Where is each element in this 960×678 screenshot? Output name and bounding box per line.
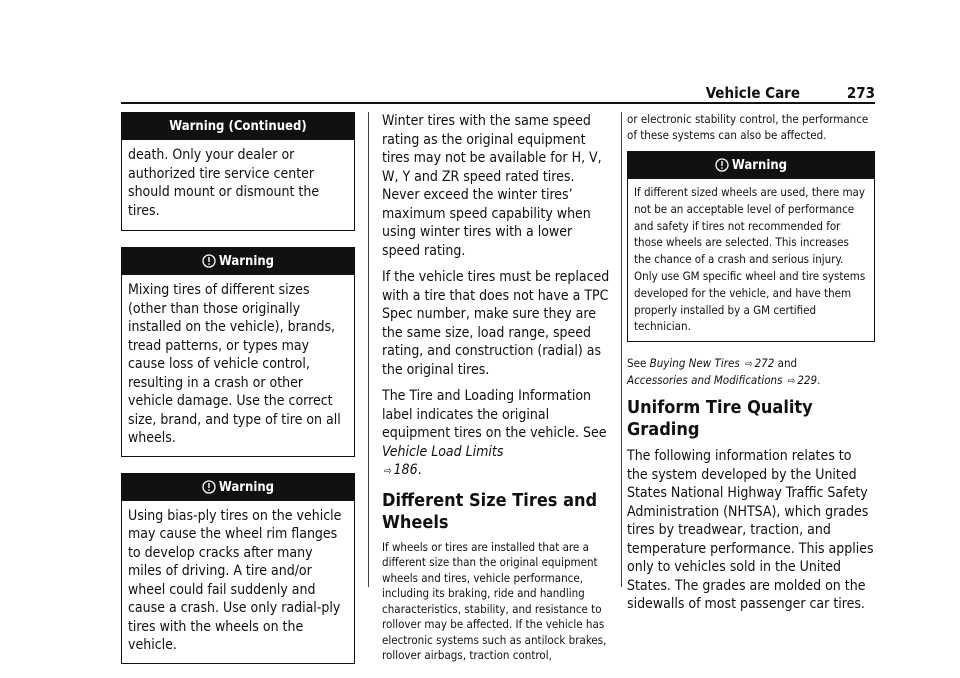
paragraph: The following information relates to the system developed by the United States National Highway Traffic Safety Administration (NHTSA), which grades tires by treadwear, traction, and temperature performance. This applies only to vehicles sold in the United States. The grades are molded on the sidewalls of most passenger car tires.: [627, 448, 874, 613]
column-1: [121, 112, 355, 678]
section-heading: Uniform Tire Quality Grading: [627, 397, 813, 441]
header-rule: [121, 102, 875, 104]
cross-reference-link[interactable]: Buying New Tires: [649, 356, 740, 371]
warning-title: Warning (Continued): [122, 113, 354, 140]
page-reference[interactable]: 186: [393, 462, 418, 478]
column-3: [627, 112, 875, 622]
warning-body: Using bias-ply tires on the vehicle may cause the wheel rim flanges to develop cracks after many miles of driving. A tire and/or wheel could fail suddenly and cause a crash. Use only radial-ply tires with the wheels on the vehicle.: [128, 507, 342, 653]
warning-body: death. Only your dealer or authorized tire service center should mount or dismount the tires.: [128, 147, 320, 219]
warning-box-mixing-tires: [121, 247, 355, 457]
warning-title: Warning: [731, 158, 788, 173]
warning-body: Mixing tires of different sizes (other than those originally installed on the vehicle), brands, tread patterns, or types may cause loss of vehicle control, resulting in a crash or other vehicle damage. Use the correct size, brand, and type of tire on all wheels.: [128, 282, 341, 446]
paragraph: If wheels or tires are installed that are a different size than the original equipment wheels and tires, vehicle performance, including its braking, ride and handling characteristics, stability, and resistance to rollover may be affected. If the vehicle has electronic systems such as antilock brakes, rollover airbags, traction control,: [382, 539, 607, 662]
page-ref-arrow-icon: ⇨: [384, 466, 392, 477]
page-header: [0, 84, 875, 104]
warning-icon: [715, 158, 729, 172]
warning-header: [122, 248, 354, 275]
warning-icon: [202, 254, 216, 268]
page-ref-arrow-icon: ⇨: [787, 375, 796, 387]
see-label: See: [627, 356, 647, 371]
warning-icon: [202, 480, 216, 494]
warning-box-bias-ply: [121, 473, 355, 664]
paragraph: If the vehicle tires must be replaced with a tire that does not have a TPC Spec number, make sure they are the same size, load range, speed rating, and construction (radial) as the original tires.: [382, 269, 610, 378]
and-label: and: [777, 356, 798, 371]
section-heading: Different Size Tires and Wheels: [382, 489, 598, 533]
column-2: [382, 112, 614, 672]
warning-title: Warning: [218, 254, 275, 269]
warning-box-different-wheels: [627, 151, 875, 342]
cross-reference-link[interactable]: Vehicle Load Limits: [382, 443, 504, 460]
paragraph: or electronic stability control, the performance of these systems can also be affected.: [627, 112, 869, 142]
warning-body: If different sized wheels are used, there may not be an acceptable level of performance and safety if tires not recommended for those wheels are selected. This increases the chance of a crash and serious injury. Only use GM specific wheel and tire systems developed for the vehicle, and have them properly installed by a GM certified technician.: [634, 185, 866, 334]
warning-box-continued: [121, 112, 355, 231]
warning-title: Warning: [218, 479, 275, 495]
paragraph: Winter tires with the same speed rating as the original equipment tires may not be available for H, V, W, Y and ZR speed rated tires. Never exceed the winter tires’ maximum speed capability when using winter tires with a lower speed rating.: [382, 113, 602, 259]
column-divider: [621, 112, 622, 587]
warning-header: [628, 152, 874, 179]
column-divider: [368, 112, 369, 587]
page-number: 273: [846, 84, 875, 102]
page-reference[interactable]: 229: [797, 372, 818, 387]
cross-reference-link[interactable]: Accessories and Modifications: [627, 372, 783, 387]
page-ref-arrow-icon: ⇨: [745, 359, 753, 371]
see-also: See Buying New Tires ⇨ 272 and Accessories and Modifications ⇨ 229.: [627, 356, 821, 387]
page-reference[interactable]: 272: [754, 356, 775, 371]
warning-header: [122, 474, 354, 501]
paragraph-text: The Tire and Loading Information label indicates the original equipment tires on the vehicle. See: [382, 388, 607, 441]
section-title: Vehicle Care: [705, 84, 800, 102]
paragraph: The Tire and Loading Information label indicates the original equipment tires on the vehicle. See Vehicle Load Limits ⇨ 186.: [382, 388, 607, 478]
